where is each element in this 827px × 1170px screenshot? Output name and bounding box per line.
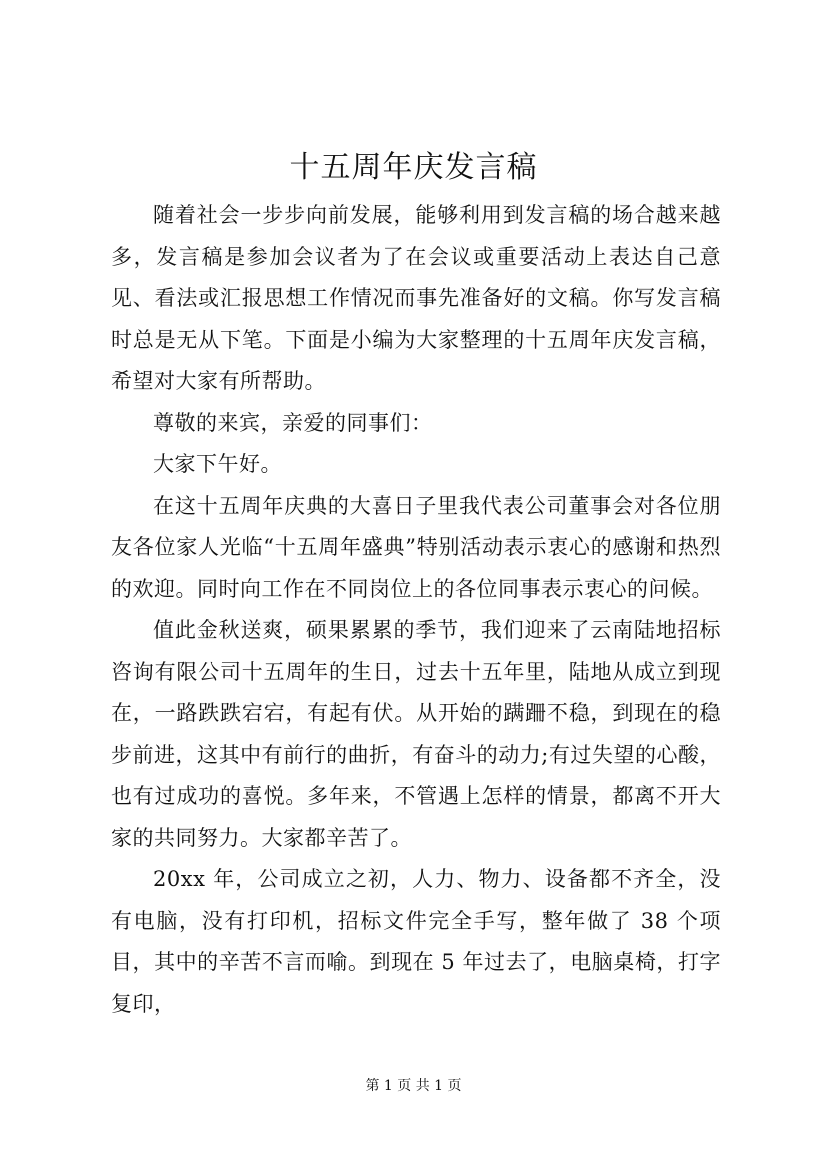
paragraph-welcome: 在这十五周年庆典的大喜日子里我代表公司董事会对各位朋友各位家人光临“十五周年盛典”特别活动表示衷心的感谢和热烈的欢迎。同时向工作在不同岗位上的各位同事表示衷心的问候。 bbox=[111, 493, 721, 601]
paragraph-greeting: 大家下午好。 bbox=[153, 452, 282, 476]
document-body bbox=[111, 195, 721, 1025]
page-footer: 第 1 页 共 1 页 bbox=[365, 1078, 462, 1094]
paragraph-history: 值此金秋送爽，硕果累累的季节，我们迎来了云南陆地招标咨询有限公司十五周年的生日，过去十五年里，陆地从成立到现在，一路跌跌宕宕，有起有伏。从开始的蹒跚不稳，到现在的稳步前进，这其中有前行的曲折，有奋斗的动力;有过失望的心酸，也有过成功的喜悦。多年来，不管遇上怎样的情景，都离不开大家的共同努力。大家都辛苦了。 bbox=[111, 618, 721, 850]
paragraph-founding: 20xx 年，公司成立之初，人力、物力、设备都不齐全，没有电脑，没有打印机，招标文件完全手写，整年做了 38 个项目，其中的辛苦不言而喻。到现在 5 年过去了，电脑桌椅，打字复印， bbox=[111, 867, 721, 1016]
paragraph-intro: 随着社会一步步向前发展，能够利用到发言稿的场合越来越多，发言稿是参加会议者为了在会议或重要活动上表达自己意见、看法或汇报思想工作情况而事先准备好的文稿。你写发言稿时总是无从下笔。下面是小编为大家整理的十五周年庆发言稿，希望对大家有所帮助。 bbox=[111, 203, 721, 393]
paragraph-salutation: 尊敬的来宾，亲爱的同事们： bbox=[153, 410, 433, 435]
document-title: 十五周年庆发言稿 bbox=[289, 150, 538, 185]
